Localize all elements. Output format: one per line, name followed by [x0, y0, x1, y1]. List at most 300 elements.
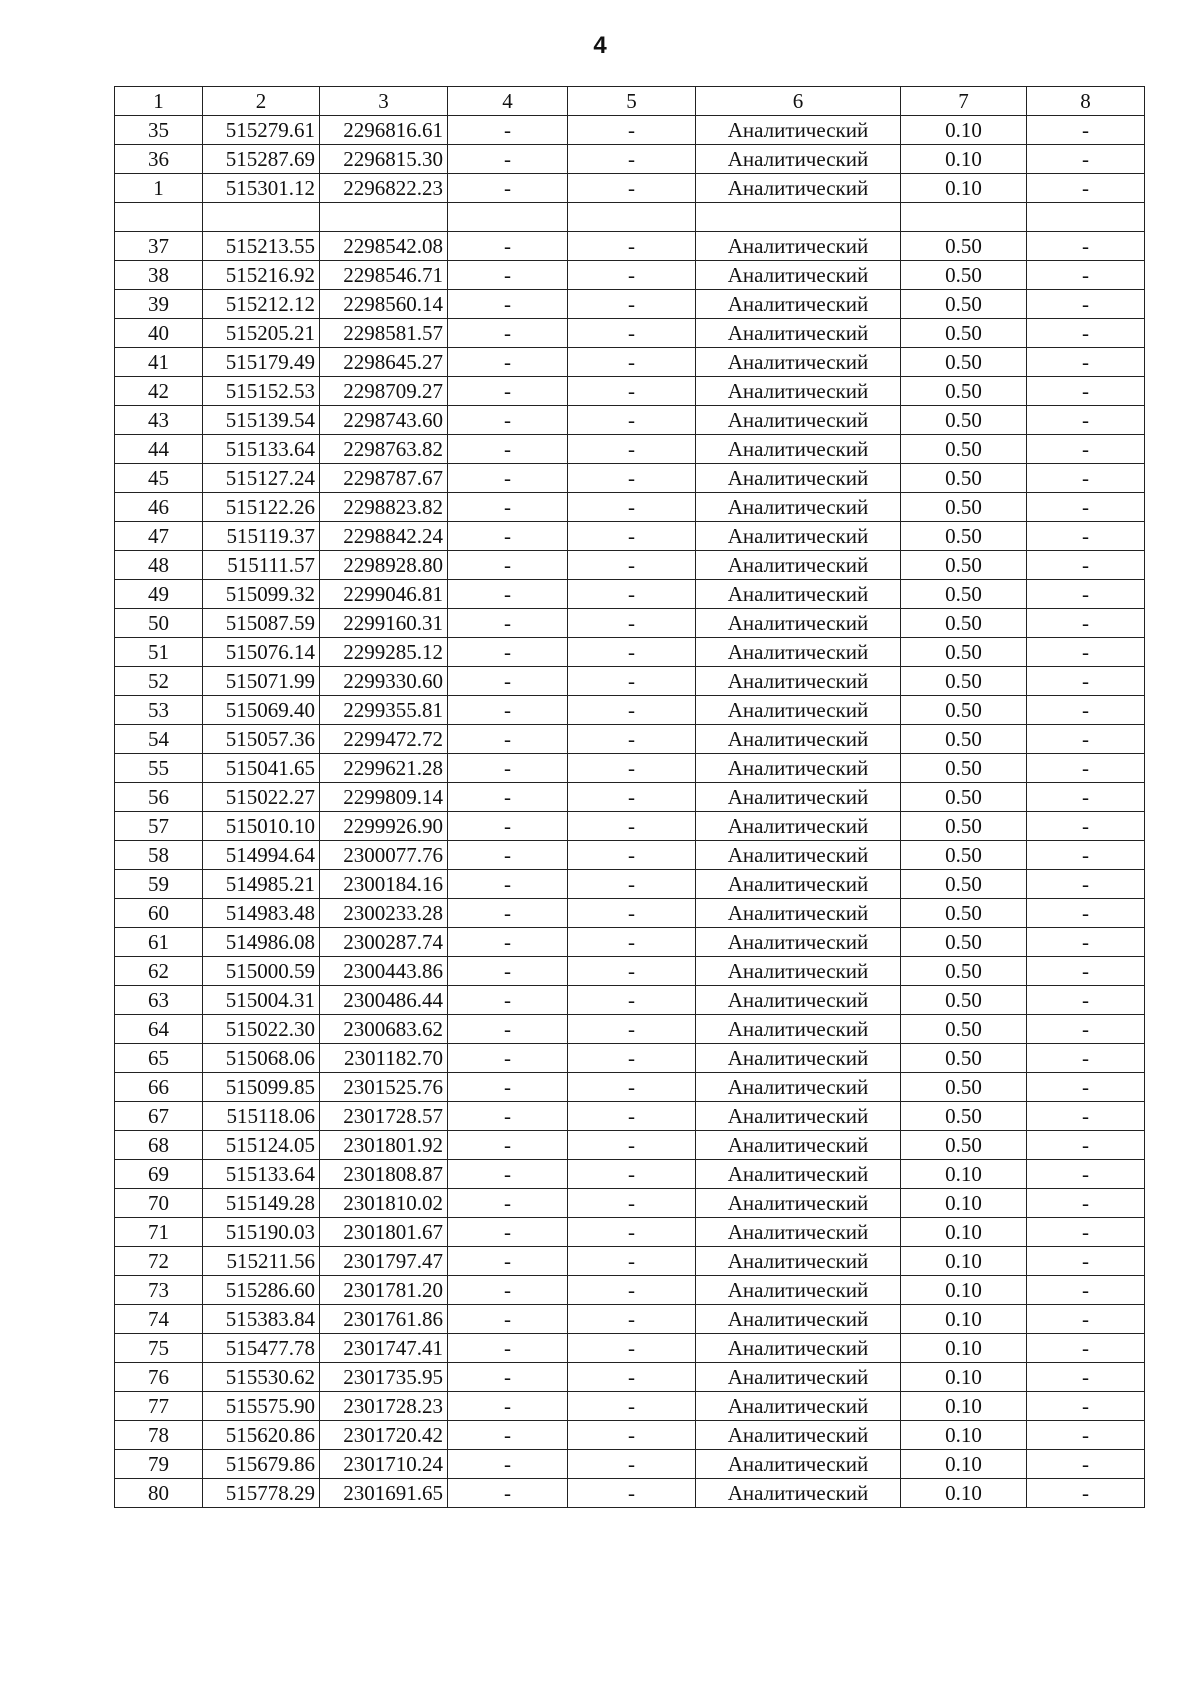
table-cell: -	[568, 870, 696, 899]
table-cell: -	[448, 986, 568, 1015]
table-cell: -	[1027, 928, 1145, 957]
table-cell: 36	[115, 145, 203, 174]
table-cell: Аналитический	[696, 145, 901, 174]
header-row	[115, 87, 1145, 116]
table-cell: 0.10	[901, 1363, 1027, 1392]
table-cell: 2298709.27	[320, 377, 448, 406]
table-cell: -	[448, 812, 568, 841]
table-row	[115, 1131, 1145, 1160]
table-cell: 0.50	[901, 638, 1027, 667]
table-cell: 65	[115, 1044, 203, 1073]
table-row	[115, 377, 1145, 406]
table-row	[115, 928, 1145, 957]
table-cell: 2300287.74	[320, 928, 448, 957]
table-cell	[901, 203, 1027, 232]
table-cell: 2301810.02	[320, 1189, 448, 1218]
column-header: 2	[203, 87, 320, 116]
table-cell: 0.50	[901, 261, 1027, 290]
table-cell: -	[568, 319, 696, 348]
table-cell: Аналитический	[696, 1015, 901, 1044]
table-cell: -	[1027, 1276, 1145, 1305]
table-cell: 62	[115, 957, 203, 986]
table-cell: 515099.32	[203, 580, 320, 609]
table-row	[115, 261, 1145, 290]
table-cell: -	[568, 1218, 696, 1247]
table-cell: 515000.59	[203, 957, 320, 986]
table-cell: 514986.08	[203, 928, 320, 957]
table-cell: -	[568, 522, 696, 551]
table-cell: 0.50	[901, 580, 1027, 609]
table-cell: 515041.65	[203, 754, 320, 783]
table-cell: 73	[115, 1276, 203, 1305]
table-cell: 2298560.14	[320, 290, 448, 319]
table-cell: -	[448, 1392, 568, 1421]
table-cell: 514985.21	[203, 870, 320, 899]
table-cell: -	[568, 1305, 696, 1334]
table-cell: Аналитический	[696, 754, 901, 783]
table-cell: -	[568, 1363, 696, 1392]
table-cell: -	[1027, 174, 1145, 203]
table-cell: 61	[115, 928, 203, 957]
table-cell: -	[448, 841, 568, 870]
table-cell: -	[448, 1160, 568, 1189]
table-cell: -	[568, 1247, 696, 1276]
table-cell: -	[568, 464, 696, 493]
table-cell: -	[448, 1276, 568, 1305]
table-cell: -	[1027, 1392, 1145, 1421]
table-cell: 44	[115, 435, 203, 464]
table-cell: 515076.14	[203, 638, 320, 667]
table-cell: -	[448, 435, 568, 464]
table-cell: -	[568, 928, 696, 957]
table-cell: 0.50	[901, 290, 1027, 319]
table-cell: 2296816.61	[320, 116, 448, 145]
table-cell: 0.50	[901, 1102, 1027, 1131]
table-cell: 2299809.14	[320, 783, 448, 812]
table-cell: 2301781.20	[320, 1276, 448, 1305]
table-cell: -	[1027, 464, 1145, 493]
table-cell: -	[568, 116, 696, 145]
table-cell: -	[1027, 261, 1145, 290]
table-cell: Аналитический	[696, 870, 901, 899]
table-cell: Аналитический	[696, 1044, 901, 1073]
table-cell: 55	[115, 754, 203, 783]
table-cell: -	[1027, 377, 1145, 406]
table-cell: Аналитический	[696, 435, 901, 464]
table-cell: 515149.28	[203, 1189, 320, 1218]
table-cell: -	[568, 667, 696, 696]
table-cell: -	[448, 899, 568, 928]
table-cell: 515004.31	[203, 986, 320, 1015]
table-cell: 0.50	[901, 696, 1027, 725]
table-cell: 2301735.95	[320, 1363, 448, 1392]
table-cell: 45	[115, 464, 203, 493]
table-cell: -	[448, 725, 568, 754]
table-row	[115, 232, 1145, 261]
table-cell: 2299285.12	[320, 638, 448, 667]
table-cell: 2300233.28	[320, 899, 448, 928]
table-cell: Аналитический	[696, 667, 901, 696]
table-row	[115, 290, 1145, 319]
table-cell: -	[1027, 841, 1145, 870]
table-row	[115, 435, 1145, 464]
table-cell: 0.50	[901, 928, 1027, 957]
table-cell: 2301720.42	[320, 1421, 448, 1450]
table-cell: 515383.84	[203, 1305, 320, 1334]
table-cell: -	[448, 551, 568, 580]
table-cell: 2299330.60	[320, 667, 448, 696]
table-cell: 38	[115, 261, 203, 290]
table-row	[115, 870, 1145, 899]
table-cell: 72	[115, 1247, 203, 1276]
table-row	[115, 1421, 1145, 1450]
table-cell: -	[1027, 696, 1145, 725]
table-cell: 2301728.23	[320, 1392, 448, 1421]
table-cell: 0.50	[901, 1131, 1027, 1160]
table-row	[115, 1073, 1145, 1102]
table-cell: 515301.12	[203, 174, 320, 203]
table-cell: -	[1027, 319, 1145, 348]
table-row	[115, 174, 1145, 203]
table-cell: Аналитический	[696, 1073, 901, 1102]
table-cell: Аналитический	[696, 1334, 901, 1363]
table-cell: -	[448, 1102, 568, 1131]
table-cell: 0.50	[901, 1015, 1027, 1044]
table-row	[115, 1044, 1145, 1073]
table-cell: 2296815.30	[320, 145, 448, 174]
table-cell: 67	[115, 1102, 203, 1131]
table-cell: -	[568, 261, 696, 290]
table-cell: 2298546.71	[320, 261, 448, 290]
table-cell: 76	[115, 1363, 203, 1392]
table-cell	[320, 203, 448, 232]
table-cell: 515778.29	[203, 1479, 320, 1508]
table-cell: 51	[115, 638, 203, 667]
table-cell: -	[448, 319, 568, 348]
table-row	[115, 1305, 1145, 1334]
table-cell: -	[568, 812, 696, 841]
table-cell: 0.50	[901, 899, 1027, 928]
table-cell: 515087.59	[203, 609, 320, 638]
table-cell: 2300486.44	[320, 986, 448, 1015]
table-cell: -	[568, 1015, 696, 1044]
table-cell: -	[1027, 551, 1145, 580]
table-row	[115, 1450, 1145, 1479]
table-cell: 0.50	[901, 841, 1027, 870]
table-cell: 0.50	[901, 667, 1027, 696]
table-cell: 69	[115, 1160, 203, 1189]
table-cell: 0.10	[901, 1450, 1027, 1479]
table-cell: 2301761.86	[320, 1305, 448, 1334]
table-row	[115, 696, 1145, 725]
table-cell: 2301525.76	[320, 1073, 448, 1102]
table-cell: 58	[115, 841, 203, 870]
table-cell: -	[448, 638, 568, 667]
table-cell: -	[1027, 1015, 1145, 1044]
table-cell: 68	[115, 1131, 203, 1160]
table-cell: -	[568, 145, 696, 174]
table-cell: -	[448, 522, 568, 551]
table-cell: 515010.10	[203, 812, 320, 841]
table-cell: -	[568, 696, 696, 725]
table-cell: -	[568, 1160, 696, 1189]
table-cell: -	[448, 406, 568, 435]
table-cell: 515477.78	[203, 1334, 320, 1363]
table-cell: 2301691.65	[320, 1479, 448, 1508]
table-cell: Аналитический	[696, 1305, 901, 1334]
table-cell: -	[1027, 522, 1145, 551]
table-cell: -	[448, 1015, 568, 1044]
table-cell: Аналитический	[696, 493, 901, 522]
table-cell: -	[448, 1044, 568, 1073]
table-body	[115, 116, 1145, 1508]
table-cell: 2299472.72	[320, 725, 448, 754]
table-cell: 2300443.86	[320, 957, 448, 986]
table-cell: 2301182.70	[320, 1044, 448, 1073]
table-cell: 2301728.57	[320, 1102, 448, 1131]
table-cell: 77	[115, 1392, 203, 1421]
table-cell: Аналитический	[696, 261, 901, 290]
table-cell: -	[448, 261, 568, 290]
table-cell: Аналитический	[696, 551, 901, 580]
table-cell: 35	[115, 116, 203, 145]
table-cell: -	[1027, 1305, 1145, 1334]
table-cell: Аналитический	[696, 1102, 901, 1131]
table-cell: -	[568, 174, 696, 203]
table-cell: -	[448, 1305, 568, 1334]
table-row	[115, 667, 1145, 696]
table-row	[115, 725, 1145, 754]
table-cell: 43	[115, 406, 203, 435]
table-cell	[203, 203, 320, 232]
table-cell: -	[568, 551, 696, 580]
table-row	[115, 1363, 1145, 1392]
table-row	[115, 1218, 1145, 1247]
table-cell: 2299621.28	[320, 754, 448, 783]
table-cell: -	[448, 1247, 568, 1276]
table-cell: 0.10	[901, 1305, 1027, 1334]
table-cell: Аналитический	[696, 1131, 901, 1160]
table-cell: 0.50	[901, 493, 1027, 522]
table-cell: 0.10	[901, 1247, 1027, 1276]
table-cell: 2298763.82	[320, 435, 448, 464]
table-cell: -	[448, 754, 568, 783]
table-cell: 41	[115, 348, 203, 377]
table-row	[115, 1015, 1145, 1044]
table-cell: -	[448, 1479, 568, 1508]
table-cell: 515211.56	[203, 1247, 320, 1276]
table-cell: 2298542.08	[320, 232, 448, 261]
table-cell: -	[1027, 116, 1145, 145]
table-cell: 78	[115, 1421, 203, 1450]
table-cell: 515099.85	[203, 1073, 320, 1102]
table-cell: 2301808.87	[320, 1160, 448, 1189]
table-row	[115, 957, 1145, 986]
table-cell: -	[1027, 435, 1145, 464]
table-cell: Аналитический	[696, 406, 901, 435]
table-cell: 515133.64	[203, 435, 320, 464]
table-cell: Аналитический	[696, 928, 901, 957]
table-cell: -	[1027, 145, 1145, 174]
table-row	[115, 841, 1145, 870]
table-cell: 74	[115, 1305, 203, 1334]
table-cell: 52	[115, 667, 203, 696]
table-cell: -	[448, 377, 568, 406]
table-cell: Аналитический	[696, 696, 901, 725]
column-header: 7	[901, 87, 1027, 116]
table-cell: Аналитический	[696, 609, 901, 638]
table-cell: 515530.62	[203, 1363, 320, 1392]
table-cell: 2298823.82	[320, 493, 448, 522]
table-row	[115, 580, 1145, 609]
table-cell: 0.50	[901, 435, 1027, 464]
table-cell: 79	[115, 1450, 203, 1479]
table-cell: 0.50	[901, 812, 1027, 841]
table-cell: -	[568, 580, 696, 609]
table-cell: Аналитический	[696, 290, 901, 319]
table-cell: -	[568, 348, 696, 377]
table-cell: -	[1027, 580, 1145, 609]
table-cell: Аналитический	[696, 957, 901, 986]
table-cell: 39	[115, 290, 203, 319]
table-cell: 75	[115, 1334, 203, 1363]
table-cell: -	[568, 1276, 696, 1305]
table-cell: 515124.05	[203, 1131, 320, 1160]
table-cell: 64	[115, 1015, 203, 1044]
table-cell: 515139.54	[203, 406, 320, 435]
table-cell: -	[448, 348, 568, 377]
table-cell: 0.50	[901, 1044, 1027, 1073]
table-row	[115, 1102, 1145, 1131]
table-cell: Аналитический	[696, 116, 901, 145]
table-cell: 59	[115, 870, 203, 899]
table-cell	[448, 203, 568, 232]
table-cell: 71	[115, 1218, 203, 1247]
table-cell: 515179.49	[203, 348, 320, 377]
table-row	[115, 1334, 1145, 1363]
table-cell: -	[448, 116, 568, 145]
table-cell: -	[448, 1218, 568, 1247]
table-row	[115, 1479, 1145, 1508]
table-cell: -	[1027, 812, 1145, 841]
table-cell: 50	[115, 609, 203, 638]
table-cell: -	[568, 406, 696, 435]
table-row	[115, 1392, 1145, 1421]
table-cell: -	[568, 377, 696, 406]
table-cell: 515287.69	[203, 145, 320, 174]
table-cell: 2299046.81	[320, 580, 448, 609]
table-cell: 515071.99	[203, 667, 320, 696]
table-cell: 514994.64	[203, 841, 320, 870]
table-cell: 515022.30	[203, 1015, 320, 1044]
table-row	[115, 1189, 1145, 1218]
table-cell: 515057.36	[203, 725, 320, 754]
table-cell: -	[568, 899, 696, 928]
table-header	[115, 87, 1145, 116]
table-cell: Аналитический	[696, 1247, 901, 1276]
table-cell: 49	[115, 580, 203, 609]
table-cell: 515068.06	[203, 1044, 320, 1073]
table-cell: 0.10	[901, 116, 1027, 145]
table-cell: Аналитический	[696, 232, 901, 261]
table-cell: -	[1027, 725, 1145, 754]
table-cell: 2299160.31	[320, 609, 448, 638]
table-cell	[1027, 203, 1145, 232]
table-cell: 515279.61	[203, 116, 320, 145]
table-row	[115, 986, 1145, 1015]
table-cell: -	[1027, 986, 1145, 1015]
table-cell: 0.50	[901, 232, 1027, 261]
table-cell: 2298743.60	[320, 406, 448, 435]
table-cell: 0.50	[901, 551, 1027, 580]
table-cell: -	[448, 174, 568, 203]
table-cell: -	[448, 667, 568, 696]
table-cell: 2301801.67	[320, 1218, 448, 1247]
table-cell: Аналитический	[696, 812, 901, 841]
table-cell: 2298842.24	[320, 522, 448, 551]
table-cell: -	[448, 580, 568, 609]
table-cell: 515133.64	[203, 1160, 320, 1189]
table-cell: -	[1027, 1131, 1145, 1160]
table-cell: 515212.12	[203, 290, 320, 319]
table-cell: -	[1027, 1160, 1145, 1189]
table-cell: 47	[115, 522, 203, 551]
table-cell: 515620.86	[203, 1421, 320, 1450]
table-cell: 515213.55	[203, 232, 320, 261]
table-row	[115, 783, 1145, 812]
table-cell: -	[448, 464, 568, 493]
table-cell: 0.50	[901, 609, 1027, 638]
table-cell: Аналитический	[696, 464, 901, 493]
table-cell: 46	[115, 493, 203, 522]
table-cell: -	[1027, 1102, 1145, 1131]
table-cell: -	[1027, 1479, 1145, 1508]
table-cell: -	[448, 290, 568, 319]
table-cell: 0.10	[901, 1189, 1027, 1218]
table-cell: -	[448, 1189, 568, 1218]
table-cell: -	[568, 1334, 696, 1363]
table-cell: -	[448, 1363, 568, 1392]
table-cell: -	[568, 1392, 696, 1421]
table-cell: Аналитический	[696, 899, 901, 928]
table-cell: 0.50	[901, 957, 1027, 986]
table-cell	[696, 203, 901, 232]
table-cell: 515022.27	[203, 783, 320, 812]
table-cell: 2296822.23	[320, 174, 448, 203]
table-cell: Аналитический	[696, 348, 901, 377]
table-cell: -	[448, 493, 568, 522]
table-cell: -	[568, 493, 696, 522]
table-cell: -	[568, 638, 696, 667]
table-cell: -	[568, 1073, 696, 1102]
table-cell: -	[1027, 1073, 1145, 1102]
table-cell: -	[568, 1421, 696, 1450]
table-cell: -	[1027, 348, 1145, 377]
table-row	[115, 348, 1145, 377]
table-cell: -	[448, 1421, 568, 1450]
table-cell: Аналитический	[696, 1218, 901, 1247]
table-cell: 56	[115, 783, 203, 812]
table-row	[115, 203, 1145, 232]
table-cell: 2300184.16	[320, 870, 448, 899]
table-cell: -	[568, 1102, 696, 1131]
table-cell	[568, 203, 696, 232]
table-cell: 0.50	[901, 783, 1027, 812]
table-cell: -	[568, 1131, 696, 1160]
table-cell: -	[1027, 609, 1145, 638]
table-cell: -	[1027, 1334, 1145, 1363]
table-cell: 42	[115, 377, 203, 406]
